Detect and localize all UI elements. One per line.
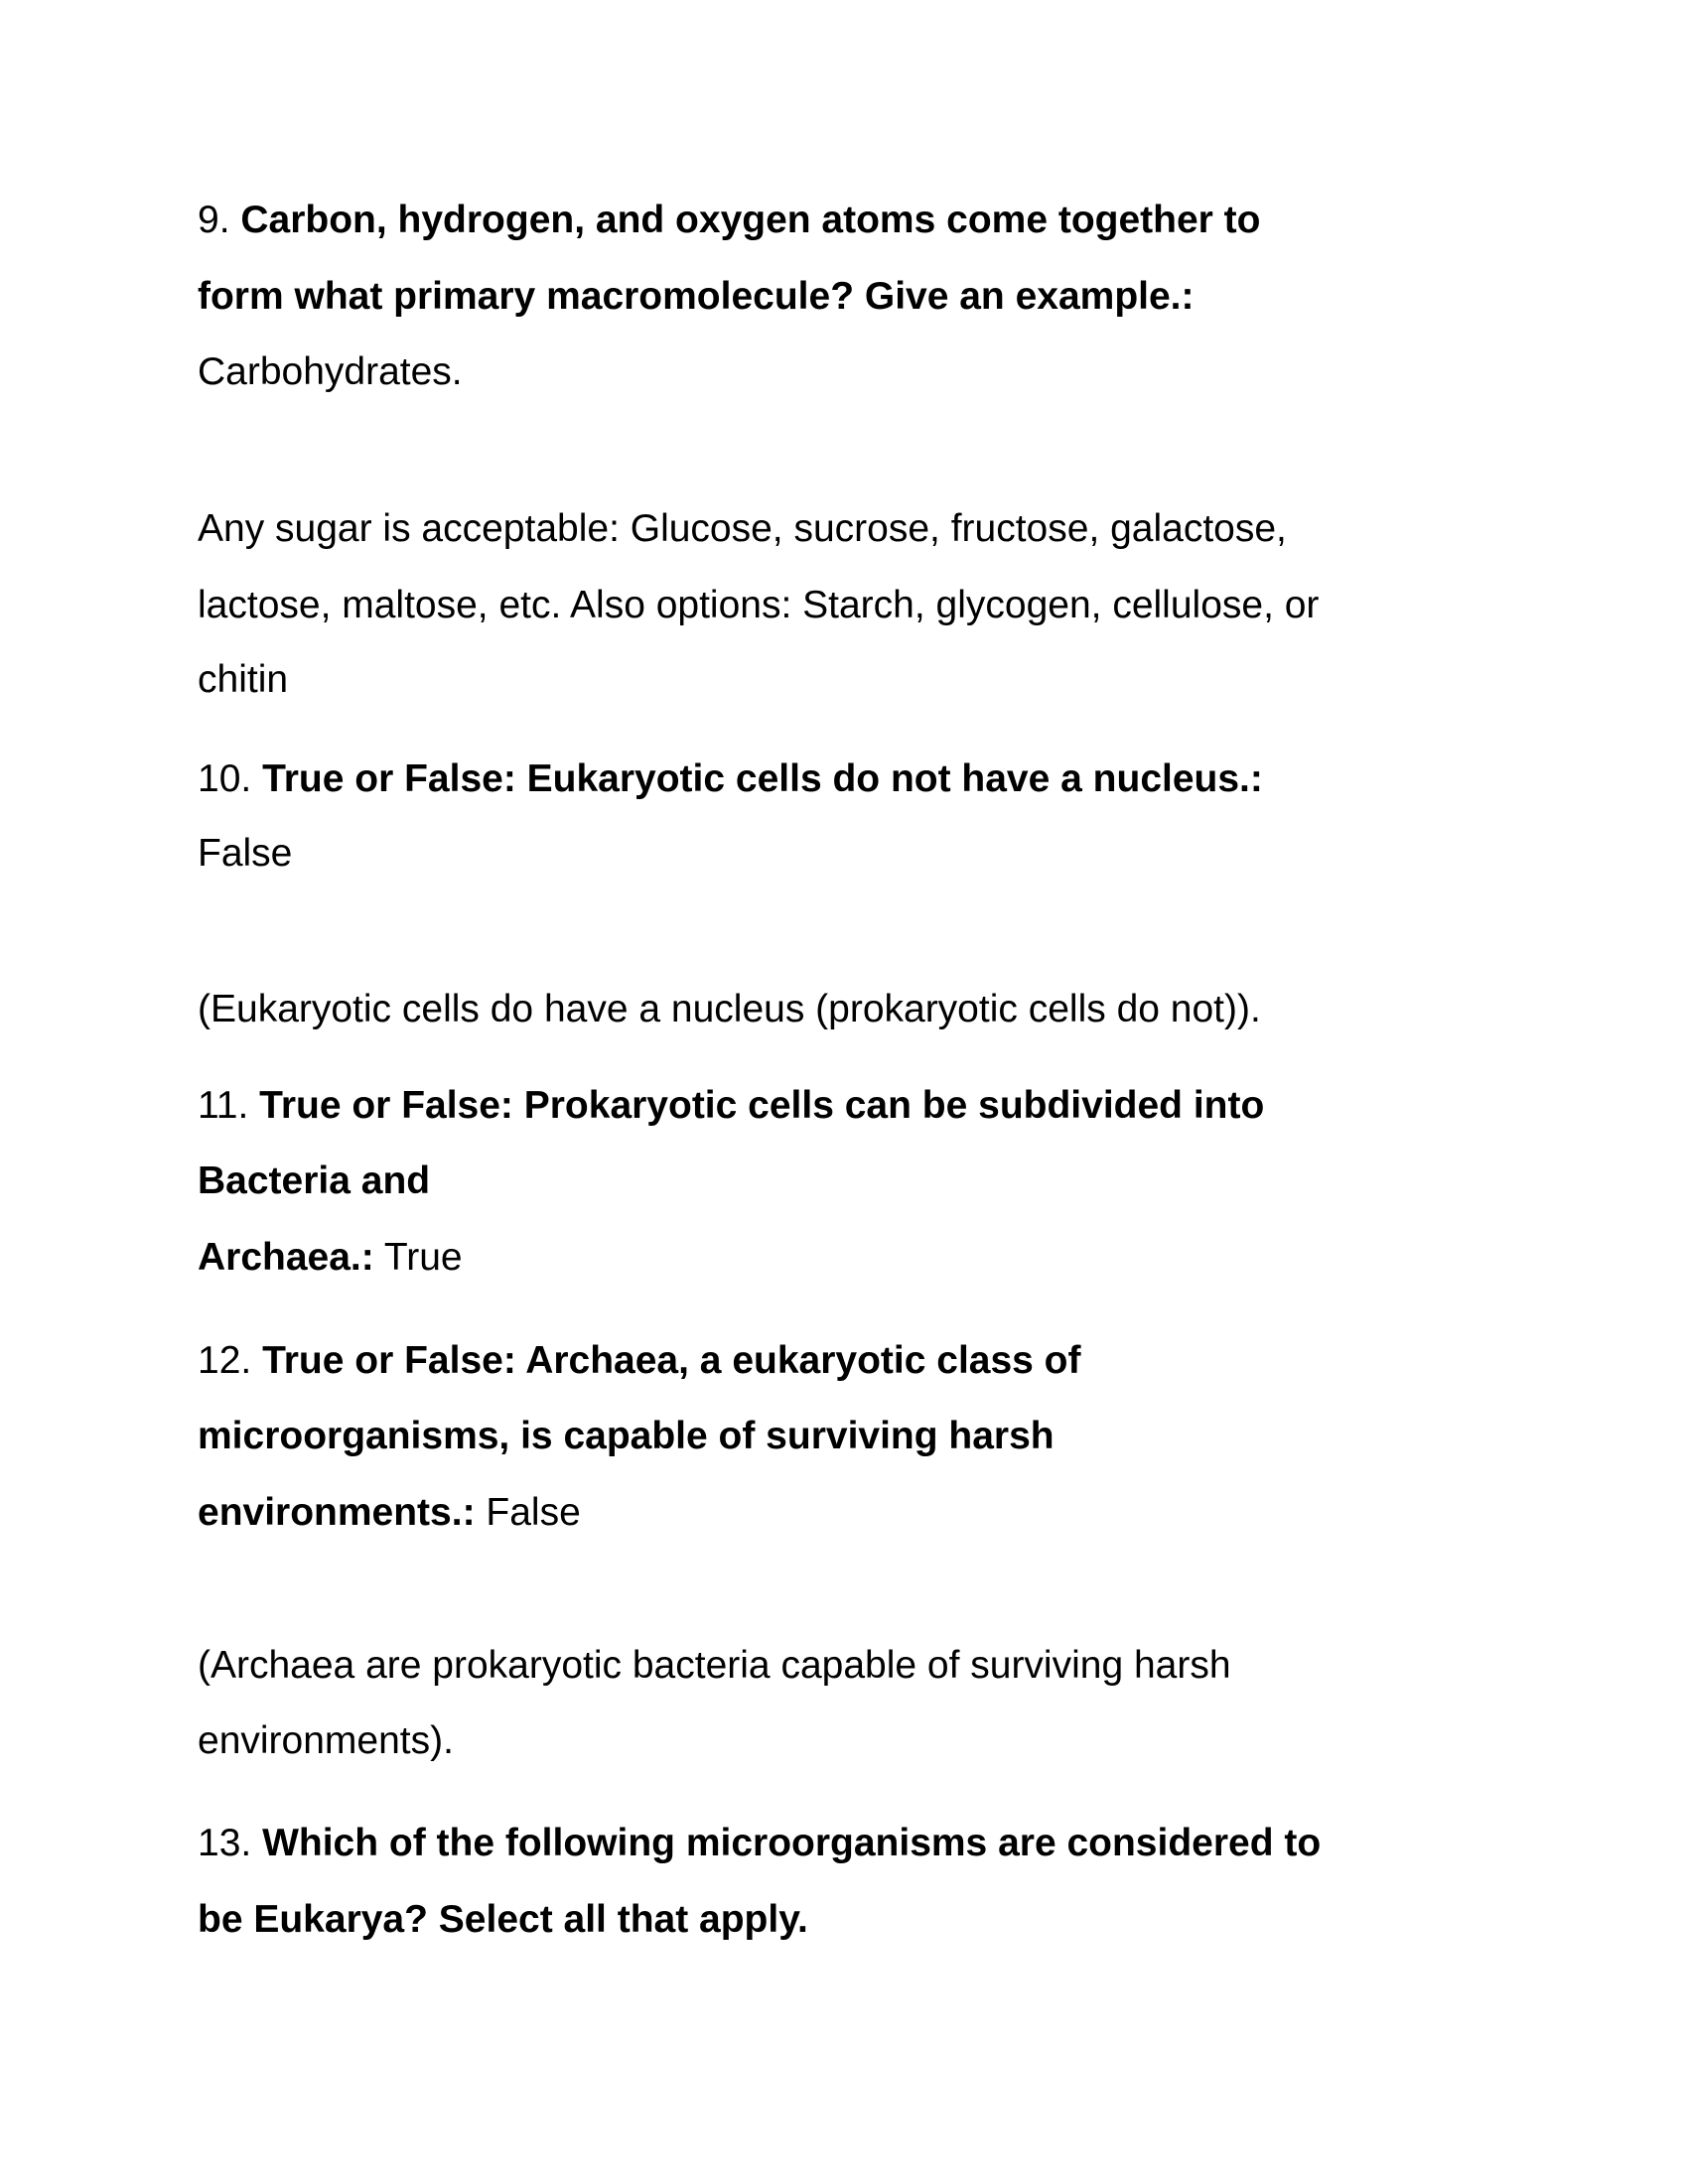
question-line	[198, 1475, 581, 1551]
question-number: 13.	[198, 1822, 263, 1864]
explanation-text: (Eukaryotic cells do have a nucleus (prokaryotic cells do not)).	[198, 988, 1261, 1030]
answer-text: Carbohydrates.	[198, 350, 463, 393]
question-number: 9.	[198, 199, 241, 241]
explanation-text: lactose, maltose, etc. Also options: Starch, glycogen, cellulose, or	[198, 584, 1320, 626]
question-line	[198, 1220, 463, 1296]
answer-text: False	[475, 1491, 581, 1534]
question-text: environments.:	[198, 1491, 476, 1534]
question-text: Which of the following microorganisms are considered to	[262, 1822, 1322, 1864]
question-line	[198, 1068, 1264, 1144]
question-text: microorganisms, is capable of surviving harsh	[198, 1415, 1055, 1457]
question-line	[198, 1806, 1321, 1881]
question-text: be Eukarya? Select all that apply.	[198, 1898, 808, 1941]
question-line	[198, 1323, 1081, 1399]
question-text: form what primary macromolecule? Give an example.:	[198, 275, 1195, 318]
explanation-text: environments).	[198, 1719, 454, 1762]
question-line	[198, 742, 1263, 817]
question-text: Archaea.:	[198, 1236, 374, 1279]
answer-text: True	[373, 1236, 463, 1279]
question-text: Bacteria and	[198, 1160, 431, 1202]
question-text: Carbon, hydrogen, and oxygen atoms come together to	[240, 199, 1261, 241]
question-line	[198, 183, 1261, 258]
question-number: 10.	[198, 757, 263, 800]
answer-text: False	[198, 832, 293, 875]
explanation-text: (Archaea are prokaryotic bacteria capable of surviving harsh	[198, 1644, 1231, 1687]
explanation-text: Any sugar is acceptable: Glucose, sucrose, fructose, galactose,	[198, 507, 1287, 550]
question-text: True or False: Archaea, a eukaryotic class of	[262, 1339, 1081, 1382]
question-text: True or False: Eukaryotic cells do not have a nucleus.:	[262, 757, 1263, 800]
question-text: True or False: Prokaryotic cells can be subdivided into	[259, 1084, 1265, 1127]
question-number: 12.	[198, 1339, 263, 1382]
explanation-text: chitin	[198, 658, 289, 701]
question-number: 11.	[198, 1084, 260, 1127]
